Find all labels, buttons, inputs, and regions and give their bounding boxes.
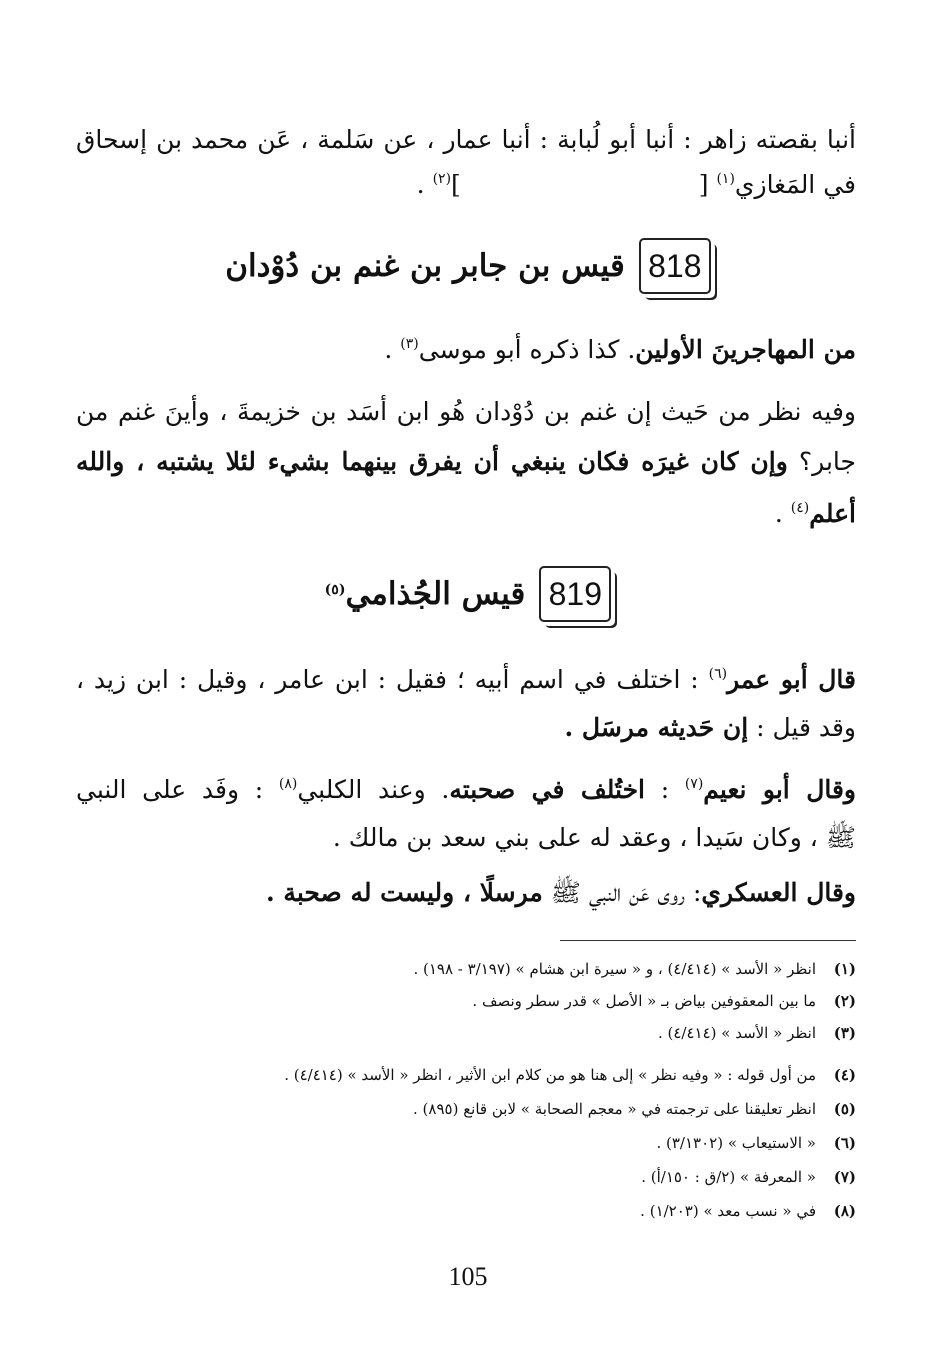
intro-line-1-text: أنبا بقصته زاهر : أنبا أبو لُبابة : أنبا عمار ، عن سَلمة ، عَن محمد بن إسحاق — [76, 125, 856, 154]
intro-line-2-text: في المَغازي — [734, 170, 856, 199]
entry-819-para-2-end: : وفَد على النبي — [76, 775, 279, 804]
entry-818-para-2-line-2 — [76, 442, 856, 482]
entry-818-para-2-line-2-text: جابر؟ — [787, 447, 856, 476]
entry-819-para-1-line-2-text: وقد قيل : — [748, 713, 856, 742]
intro-line-2-bracket-close: ] — [451, 170, 461, 199]
entry-818-para-2-line-3-end: . — [774, 499, 791, 528]
footnote-ref-3: (٣) — [400, 336, 419, 352]
entry-818-number: 818 — [639, 238, 711, 294]
entry-819-para-1-text: : اختلف في اسم أبيه ؛ فقيل : ابن عامر ، وقيل : ابن زيد ، — [76, 665, 709, 694]
footnote-number: (٤) — [833, 1066, 856, 1084]
footnote-7 — [76, 1163, 856, 1191]
entry-818-para-2-line-3 — [76, 494, 856, 534]
entry-818-para-1 — [76, 330, 856, 370]
entry-818-para-2-line-2-bold: وإن كان غيرَه فكان ينبغي أن يفرق بينهما بشيء لئلا يشتبه ، والله — [76, 447, 788, 476]
footnote-number: (٨) — [833, 1202, 856, 1220]
footnote-number: (٥) — [833, 1100, 856, 1118]
footnote-text: « الاستيعاب » (٣/١٣٠٢) . — [656, 1134, 816, 1152]
intro-line-2-bracket-open: [ — [690, 170, 717, 199]
entry-818-para-1-end: . — [384, 335, 401, 364]
footnote-ref-6: (٦) — [708, 666, 728, 682]
intro-line-2 — [76, 165, 856, 205]
page-number: 105 — [448, 1262, 488, 1291]
footnote-6 — [76, 1129, 856, 1157]
footnote-4 — [76, 1061, 856, 1089]
footnote-ref-8: (٨) — [278, 776, 298, 792]
entry-819-para-2-bold-1: وقال أبو نعيم — [703, 775, 857, 804]
entry-819-para-3-text: : روى عَن النبي ﷺ — [542, 878, 702, 907]
footnote-text: انظر « الأسد » (٤/٤١٤) ، و « سيرة ابن هشام » (٣/١٩٧ - ١٩٨) . — [413, 960, 816, 978]
footnote-ref-4: (٤) — [790, 500, 810, 516]
entry-819-para-2-text: . وعند الكلبي — [297, 775, 450, 804]
entry-819-number: 819 — [539, 566, 611, 622]
footnote-ref-7: (٧) — [684, 776, 704, 792]
entry-818-para-2-line-1-text: وفيه نظر من حَيث إن غنم بن دُوْدان هُو ابن أسَد بن خزيمةَ ، وأينَ غنم من — [76, 397, 856, 426]
entry-819-para-3 — [76, 873, 856, 913]
entry-819-para-2-colon: : — [645, 775, 685, 804]
entry-818-para-1-bold: من المهاجرينَ الأولين — [635, 335, 856, 364]
footnote-number: (٣) — [833, 1024, 856, 1042]
footnote-number: (٢) — [833, 992, 856, 1010]
intro-line-1 — [76, 120, 856, 160]
footnote-ref-1: (١) — [716, 171, 735, 187]
footnote-ref-2: (٢) — [432, 171, 452, 187]
intro-line-2-end: . — [416, 170, 433, 199]
entry-818-heading — [0, 238, 936, 294]
entry-819-para-2-bold-2: اختُلف في صحبته — [449, 775, 645, 804]
footnote-ref-5: (٥) — [324, 582, 346, 598]
footnote-text: في « نسب معد » (١/٢٠٣) . — [640, 1202, 816, 1220]
footnote-number: (١) — [833, 960, 856, 978]
footnote-text: ما بين المعقوفين بياض بـ « الأصل » قدر سطر ونصف . — [472, 992, 816, 1010]
footnote-2 — [76, 987, 856, 1015]
entry-819-para-2-line-2-text: ﷺ ، وكان سَيدا ، وعقد له على بني سعد بن مالك . — [332, 823, 856, 852]
footnote-text: انظر « الأسد » (٤/٤١٤) . — [657, 1024, 816, 1042]
footnote-number: (٦) — [833, 1134, 856, 1152]
entry-819-para-1-line-1 — [76, 660, 856, 700]
entry-818-title: قيس بن جابر بن غنم بن دُوْدان — [225, 248, 625, 284]
entry-819-heading — [0, 566, 936, 622]
entry-819-title-text: قيس الجُذامي — [345, 576, 526, 612]
entry-819-title — [325, 576, 526, 612]
footnote-text: « المعرفة » (٢/ق : ١٥٠/أ) . — [641, 1168, 816, 1186]
entry-818-para-2-line-1 — [76, 392, 856, 432]
entry-819-para-1-line-2 — [76, 708, 856, 748]
footnote-5 — [76, 1095, 856, 1123]
entry-818-para-1-text: . كذا ذكره أبو موسى — [418, 335, 636, 364]
footnote-number: (٧) — [833, 1168, 856, 1186]
footnote-8 — [76, 1197, 856, 1225]
entry-819-para-2-line-2 — [76, 818, 856, 858]
footnote-3 — [76, 1019, 856, 1047]
entry-818-para-2-line-3-bold: أعلم — [809, 499, 856, 528]
entry-819-para-3-bold-2: مرسلًا ، وليست له صحبة . — [266, 878, 543, 907]
footnote-text: من أول قوله : « وفيه نظر » إلى هنا هو من كلام ابن الأثير ، انظر « الأسد » (٤/٤١٤) . — [284, 1066, 816, 1084]
footnote-1 — [76, 955, 856, 983]
entry-819-para-1-bold: قال أبو عمر — [727, 665, 856, 694]
entry-819-para-1-line-2-bold: إن حَديثه مرسَل . — [564, 713, 749, 742]
footnote-divider — [560, 940, 856, 941]
entry-819-para-3-bold: وقال العسكري — [701, 878, 856, 907]
footnote-text: انظر تعليقنا على ترجمته في « معجم الصحابة » لابن قانع (٨٩٥) . — [413, 1100, 816, 1118]
entry-819-para-2-line-1 — [76, 770, 856, 810]
